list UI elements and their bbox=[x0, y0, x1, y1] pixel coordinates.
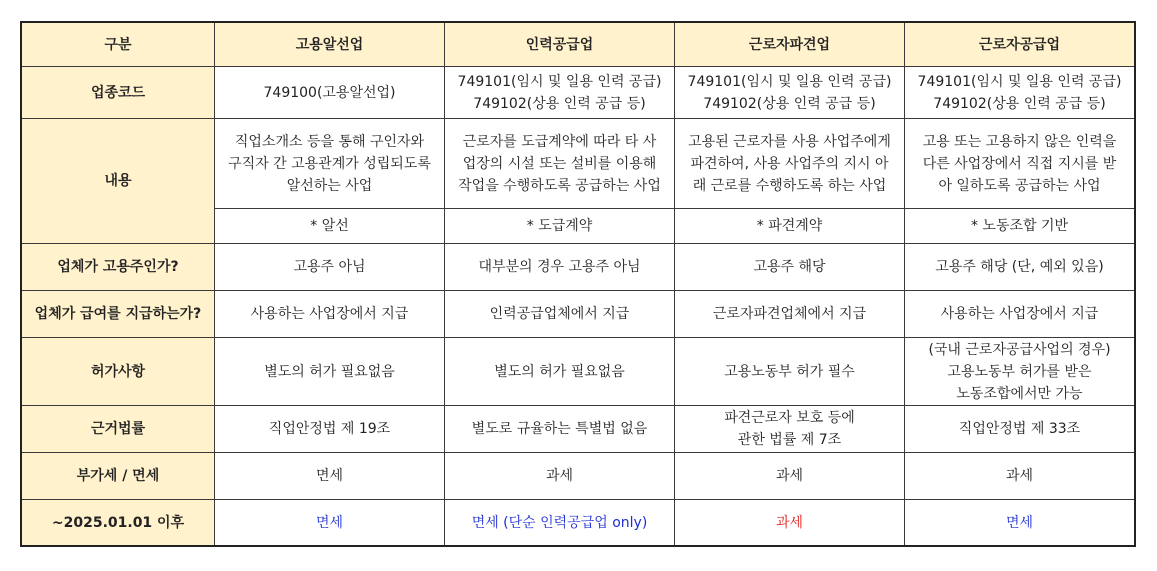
cell-law-labor-supply: 별도로 규율하는 특별법 없음 bbox=[445, 406, 675, 453]
cell-salary-labor-supply: 인력공급업체에서 지급 bbox=[445, 291, 675, 338]
cell-code-labor-supply: 749101(임시 및 일용 인력 공급) 749102(상용 인력 공급 등) bbox=[445, 67, 675, 119]
cell-after-labor-supply: 면세 (단순 인력공급업 only) bbox=[445, 500, 675, 546]
row-label-content: 내용 bbox=[22, 119, 215, 244]
cell-content-agency: 직업소개소 등을 통해 구인자와 구직자 간 고용관계가 성립되도록 알선하는 사업 bbox=[215, 119, 445, 209]
cell-salary-dispatch: 근로자파견업체에서 지급 bbox=[675, 291, 905, 338]
row-industry-code bbox=[22, 67, 1135, 119]
cell-permit-dispatch: 고용노동부 허가 필수 bbox=[675, 338, 905, 406]
cell-employer-agency: 고용주 아님 bbox=[215, 244, 445, 291]
row-label-vat: 부가세 / 면세 bbox=[22, 453, 215, 500]
cell-law-dispatch: 파견근로자 보호 등에 관한 법률 제 7조 bbox=[675, 406, 905, 453]
cell-after-dispatch: 과세 bbox=[675, 500, 905, 546]
cell-salary-agency: 사용하는 사업장에서 지급 bbox=[215, 291, 445, 338]
cell-contract-worker-supply: * 노동조합 기반 bbox=[905, 209, 1135, 244]
header-worker-dispatch: 근로자파견업 bbox=[675, 23, 905, 67]
header-row bbox=[22, 23, 1135, 67]
row-label-salary: 업체가 급여를 지급하는가? bbox=[22, 291, 215, 338]
row-label-industry-code: 업종코드 bbox=[22, 67, 215, 119]
row-salary bbox=[22, 291, 1135, 338]
cell-code-worker-supply: 749101(임시 및 일용 인력 공급) 749102(상용 인력 공급 등) bbox=[905, 67, 1135, 119]
cell-vat-worker-supply: 과세 bbox=[905, 453, 1135, 500]
cell-law-agency: 직업안정법 제 19조 bbox=[215, 406, 445, 453]
cell-vat-dispatch: 과세 bbox=[675, 453, 905, 500]
header-category: 구분 bbox=[22, 23, 215, 67]
cell-vat-agency: 면세 bbox=[215, 453, 445, 500]
cell-law-worker-supply: 직업안정법 제 33조 bbox=[905, 406, 1135, 453]
cell-permit-worker-supply: (국내 근로자공급사업의 경우) 고용노동부 허가를 받은 노동조합에서만 가능 bbox=[905, 338, 1135, 406]
cell-employer-labor-supply: 대부분의 경우 고용주 아님 bbox=[445, 244, 675, 291]
header-employment-agency: 고용알선업 bbox=[215, 23, 445, 67]
cell-content-labor-supply: 근로자를 도급계약에 따라 타 사 업장의 시설 또는 설비를 이용해 작업을 수행하도록 공급하는 사업 bbox=[445, 119, 675, 209]
row-after-2025 bbox=[22, 500, 1135, 546]
row-employer bbox=[22, 244, 1135, 291]
cell-permit-agency: 별도의 허가 필요없음 bbox=[215, 338, 445, 406]
cell-after-agency: 면세 bbox=[215, 500, 445, 546]
row-label-law: 근거법률 bbox=[22, 406, 215, 453]
row-content bbox=[22, 119, 1135, 209]
cell-content-worker-supply: 고용 또는 고용하지 않은 인력을 다른 사업장에서 직접 지시를 받 아 일하도록 공급하는 사업 bbox=[905, 119, 1135, 209]
cell-contract-labor-supply: * 도급계약 bbox=[445, 209, 675, 244]
cell-vat-labor-supply: 과세 bbox=[445, 453, 675, 500]
cell-permit-labor-supply: 별도의 허가 필요없음 bbox=[445, 338, 675, 406]
row-label-employer: 업체가 고용주인가? bbox=[22, 244, 215, 291]
comparison-table bbox=[21, 22, 1135, 546]
cell-contract-agency: * 알선 bbox=[215, 209, 445, 244]
cell-code-agency: 749100(고용알선업) bbox=[215, 67, 445, 119]
cell-salary-worker-supply: 사용하는 사업장에서 지급 bbox=[905, 291, 1135, 338]
row-law bbox=[22, 406, 1135, 453]
cell-content-dispatch: 고용된 근로자를 사용 사업주에게 파견하여, 사용 사업주의 지시 아 래 근로를 수행하도록 하는 사업 bbox=[675, 119, 905, 209]
cell-contract-dispatch: * 파견계약 bbox=[675, 209, 905, 244]
header-labor-supply: 인력공급업 bbox=[445, 23, 675, 67]
row-vat bbox=[22, 453, 1135, 500]
cell-employer-worker-supply: 고용주 해당 (단, 예외 있음) bbox=[905, 244, 1135, 291]
row-label-after-2025: ~2025.01.01 이후 bbox=[22, 500, 215, 546]
cell-employer-dispatch: 고용주 해당 bbox=[675, 244, 905, 291]
cell-code-dispatch: 749101(임시 및 일용 인력 공급) 749102(상용 인력 공급 등) bbox=[675, 67, 905, 119]
header-worker-supply: 근로자공급업 bbox=[905, 23, 1135, 67]
cell-after-worker-supply: 면세 bbox=[905, 500, 1135, 546]
row-permit bbox=[22, 338, 1135, 406]
row-label-permit: 허가사항 bbox=[22, 338, 215, 406]
